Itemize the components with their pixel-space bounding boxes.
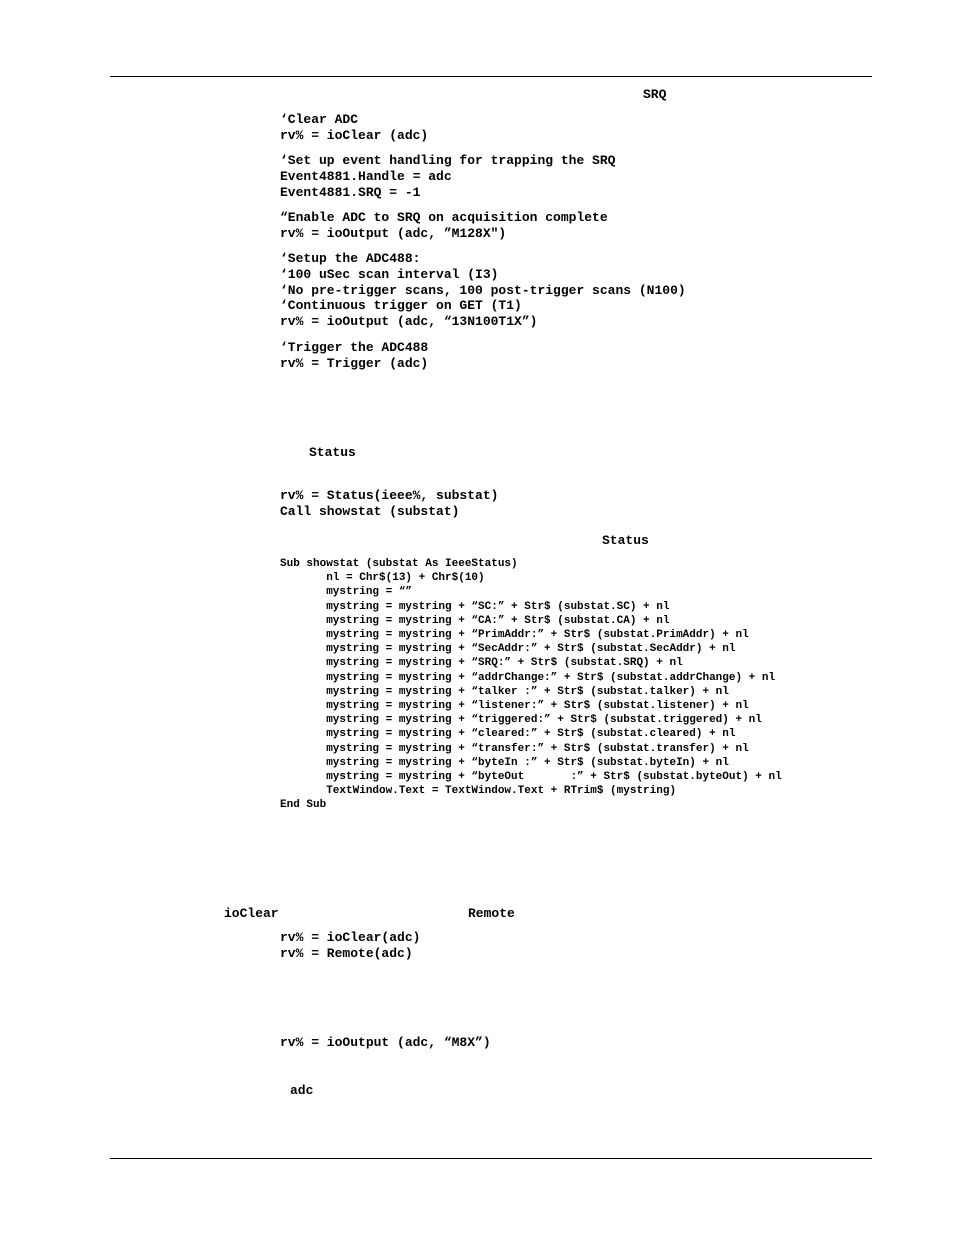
code-line: rv% = Status(ieee%, substat) [280, 488, 499, 503]
code-line: Call showstat (substat) [280, 503, 460, 519]
code-block-showstat-sub [280, 557, 782, 813]
code-line: rv% = ioOutput (adc, “M8X”) [280, 1035, 491, 1050]
code-line: mystring = mystring + “byteIn :” + Str$ (substat.byteIn) + nl [280, 756, 729, 769]
code-line: ‘Set up event handling for trapping the SRQ [280, 153, 616, 168]
code-line: ‘Trigger the ADC488 [280, 340, 429, 355]
code-line: rv% = ioOutput (adc, ”M128X") [280, 225, 507, 241]
code-line: mystring = mystring + “transfer:” + Str$ (substat.transfer) + nl [280, 742, 749, 755]
footer-rule [110, 1158, 872, 1159]
adc-label: adc [290, 1083, 314, 1098]
code-line: End Sub [280, 799, 327, 812]
code-block-status-call [280, 488, 498, 520]
code-line: mystring = mystring + “cleared:” + Str$ (substat.cleared) + nl [280, 728, 736, 741]
code-line: Sub showstat (substat As IeeeStatus) [280, 558, 518, 570]
code-line: ‘100 uSec scan interval (I3) [280, 266, 499, 282]
code-line: mystring = mystring + “talker :” + Str$ (substat.talker) + nl [280, 685, 729, 698]
code-line: mystring = mystring + “addrChange:” + Str$ (substat.addrChange) + nl [280, 671, 776, 684]
code-line: rv% = Remote(adc) [280, 945, 413, 961]
code-block-clear-adc [280, 112, 428, 144]
code-line: ‘Setup the ADC488: [280, 251, 421, 266]
code-line: mystring = mystring + “SRQ:” + Str$ (substat.SRQ) + nl [280, 657, 683, 670]
code-line: “Enable ADC to SRQ on acquisition complete [280, 210, 608, 225]
code-line: ‘Continuous trigger on GET (T1) [280, 298, 522, 314]
srq-label: SRQ [643, 87, 667, 102]
code-line: TextWindow.Text = TextWindow.Text + RTrim$ (mystring) [280, 785, 677, 798]
code-line: mystring = mystring + “CA:” + Str$ (substat.CA) + nl [280, 614, 670, 627]
code-block-enable-srq [280, 210, 608, 242]
code-line: ‘Clear ADC [280, 112, 359, 127]
code-line: nl = Chr$(13) + Chr$(10) [280, 572, 485, 585]
code-line: mystring = mystring + “triggered:” + Str$ (substat.triggered) + nl [280, 714, 762, 727]
code-block-event-handling [280, 153, 615, 200]
code-line: mystring = mystring + “SC:” + Str$ (substat.SC) + nl [280, 600, 670, 613]
code-line: mystring = mystring + “PrimAddr:” + Str$ (substat.PrimAddr) + nl [280, 629, 749, 642]
code-line: mystring = mystring + “listener:” + Str$ (substat.listener) + nl [280, 700, 749, 713]
code-line: mystring = “” [280, 586, 413, 599]
status-label-2: Status [602, 533, 649, 548]
ioclear-label: ioClear [224, 906, 279, 921]
remote-label: Remote [468, 906, 515, 921]
code-line: rv% = ioClear(adc) [280, 930, 421, 945]
code-line: Event4881.SRQ = -1 [280, 184, 421, 200]
code-line: ‘No pre-trigger scans, 100 post-trigger scans (N100) [280, 282, 686, 298]
status-label: Status [309, 445, 356, 460]
header-rule [110, 76, 872, 77]
code-line: mystring = mystring + “byteOut :” + Str$ (substat.byteOut) + nl [280, 771, 782, 784]
code-line: rv% = ioClear (adc) [280, 127, 429, 143]
code-line: rv% = Trigger (adc) [280, 355, 429, 371]
code-line: Event4881.Handle = adc [280, 168, 452, 184]
code-block-output-m8x [280, 1035, 491, 1051]
code-block-trigger [280, 340, 428, 372]
code-block-remote [280, 930, 420, 962]
code-line: mystring = mystring + “SecAddr:” + Str$ (substat.SecAddr) + nl [280, 643, 736, 656]
code-line: rv% = ioOutput (adc, “13N100T1X”) [280, 314, 538, 330]
code-block-setup-adc [280, 251, 686, 330]
